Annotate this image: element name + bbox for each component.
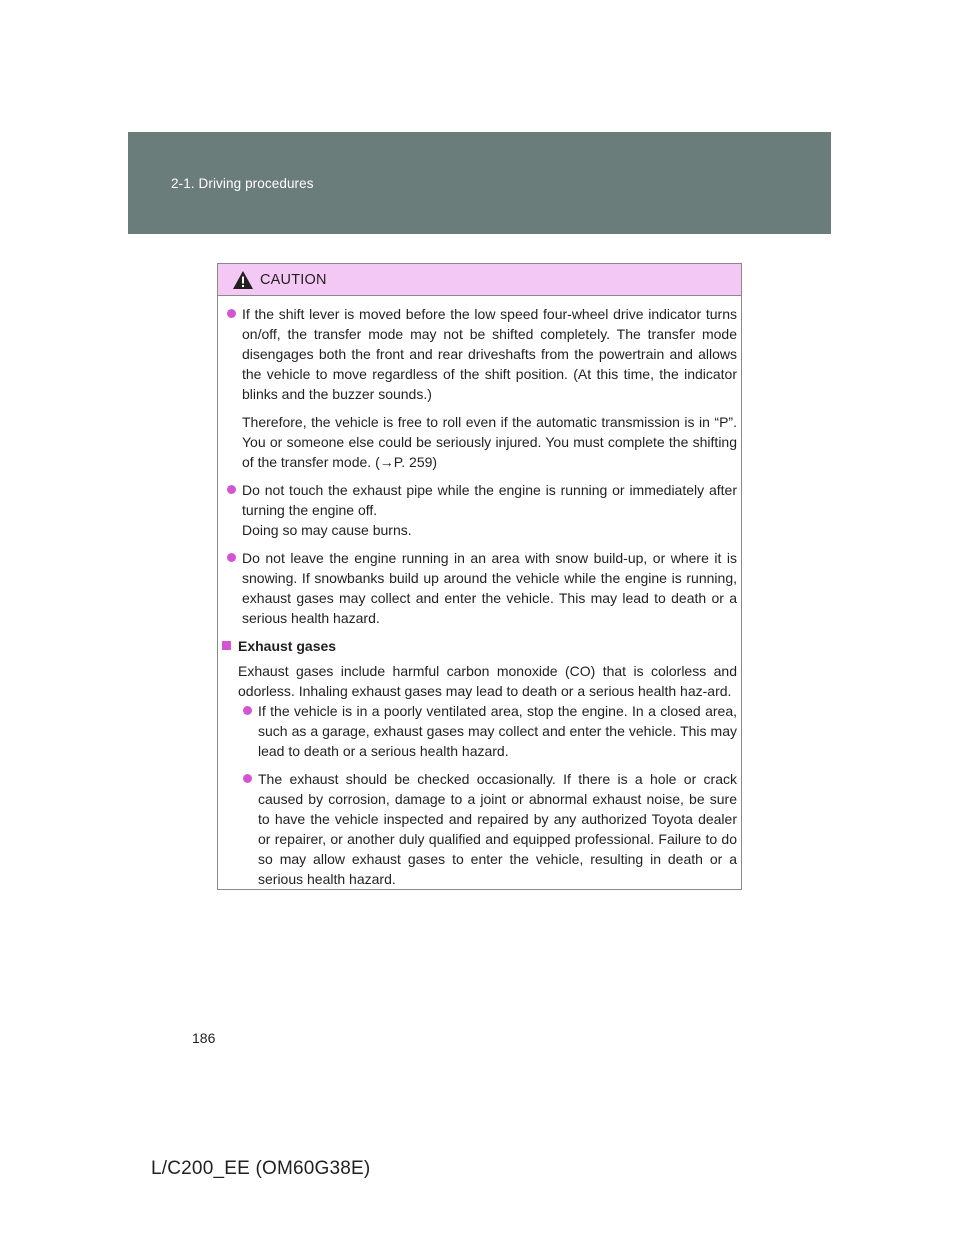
bullet-text: Do not touch the exhaust pipe while the engine is running or immediately after turning the engine off. <box>242 482 737 518</box>
bullet-text: Do not leave the engine running in an area with snow build-up, or where it is snowing. If snowbanks build up around the vehicle while the engine is running, exhaust gases may collect and enter the vehicle. This may lead to death or a serious health hazard. <box>242 550 737 626</box>
caution-box <box>217 263 742 890</box>
bullet-dot-icon <box>227 553 236 562</box>
bullet-dot-icon <box>243 706 252 715</box>
caution-title: CAUTION <box>260 271 327 288</box>
section-header-band <box>128 132 831 234</box>
caution-bullet-exhaust-pipe <box>222 480 737 540</box>
model-code: L/C200_EE (OM60G38E) <box>151 1158 371 1179</box>
caution-body <box>218 296 741 889</box>
bullet-dot-icon <box>227 485 236 494</box>
bullet-text: The exhaust should be checked occasionally. If there is a hole or crack caused by corrosion, damage to a joint or abnormal exhaust noise, be sure to have the vehicle inspected and repaired by any authorized Toyota dealer or repairer, or another duly qualified and equipped professional. Failure to do so may allow exhaust gases to enter the vehicle, resulting in death or a serious health hazard. <box>258 771 737 887</box>
square-bullet-icon <box>222 641 231 650</box>
exhaust-bullet-list <box>222 701 737 889</box>
caution-bullet-transfer-mode <box>222 304 737 404</box>
caution-header <box>218 264 741 296</box>
exhaust-gases-intro: Exhaust gases include harmful carbon monoxide (CO) that is colorless and odorless. Inhaling exhaust gases may lead to death or a serious health haz-ard. <box>238 663 737 699</box>
bullet-dot-icon <box>227 309 236 318</box>
bullet-text: If the vehicle is in a poorly ventilated area, stop the engine. In a closed area, such as a garage, exhaust gases may collect and enter the vehicle. This may lead to death or a serious health hazard. <box>258 703 737 759</box>
bullet-dot-icon <box>243 774 252 783</box>
bullet-text-line2: Doing so may cause burns. <box>242 522 412 538</box>
exhaust-gases-heading <box>222 636 737 656</box>
warning-triangle-icon <box>232 270 254 290</box>
page-number: 186 <box>192 1030 216 1046</box>
exhaust-bullet-ventilation <box>238 701 737 761</box>
heading-text: Exhaust gases <box>238 638 337 654</box>
bullet-continuation: Therefore, the vehicle is free to roll even if the automatic transmission is in “P”. You or someone else could be seriously injured. You must complete the shifting of the transfer mode. (→P. 259) <box>242 414 737 470</box>
caution-bullet-snow <box>222 548 737 628</box>
exhaust-bullet-inspection <box>238 769 737 889</box>
bullet-text: If the shift lever is moved before the low speed four-wheel drive indicator turns on/off, the transfer mode may not be shifted completely. The transfer mode disengages both the front and rear driveshafts from the powertrain and allows the vehicle to move regardless of the shift position. (At this time, the indicator blinks and the buzzer sounds.) <box>242 306 737 402</box>
section-title: 2-1. Driving procedures <box>171 176 314 191</box>
